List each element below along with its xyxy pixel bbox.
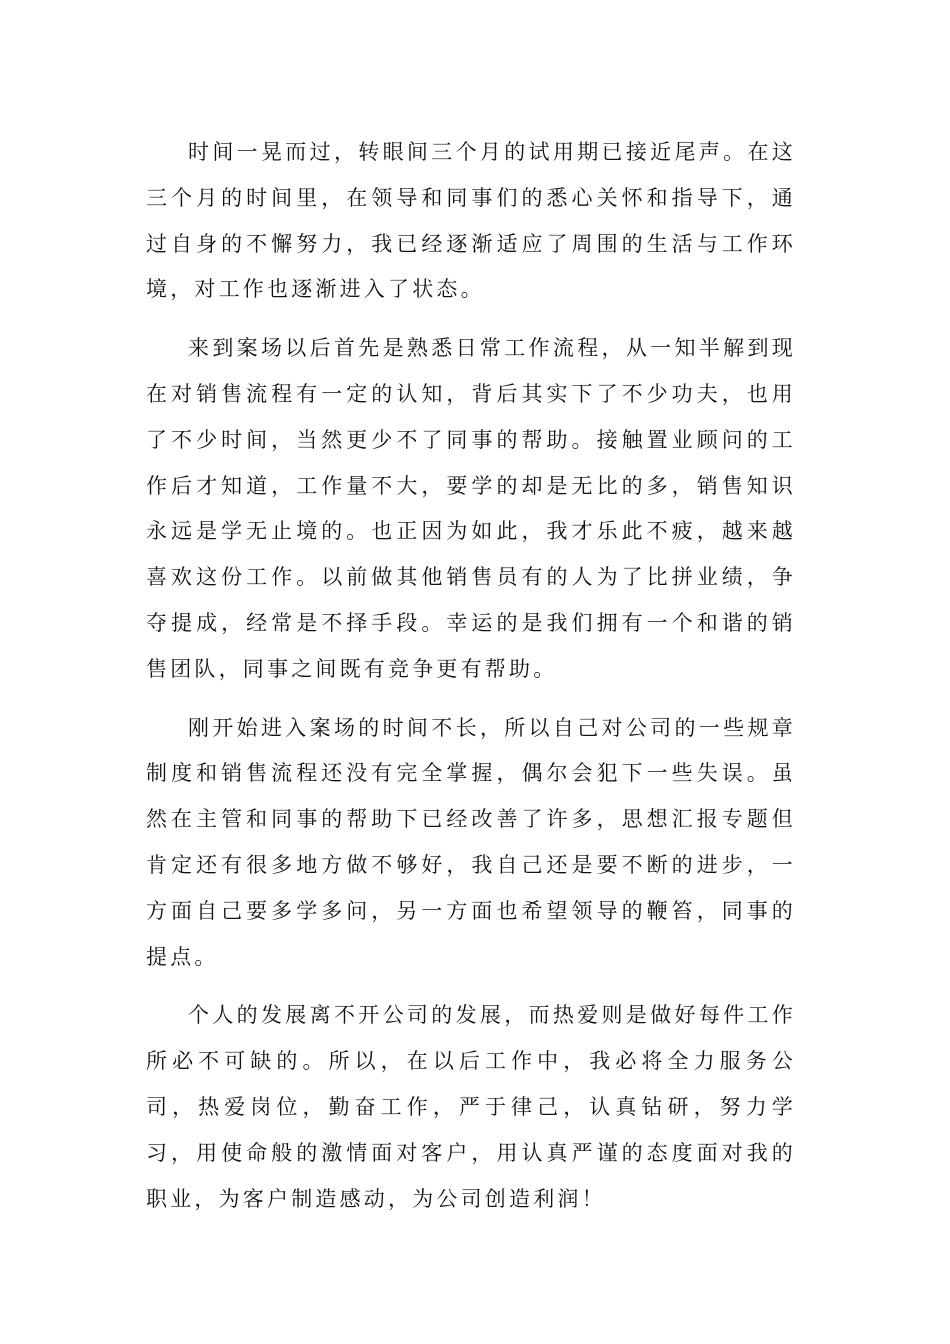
paragraph-1: 时间一晃而过，转眼间三个月的试用期已接近尾声。在这三个月的时间里，在领导和同事们的悉心关怀和指导下，通过自身的不懈努力，我已经逐渐适应了周围的生活与工作环境，对工作也逐渐进入了状态。 xyxy=(146,140,796,302)
document-body xyxy=(146,130,796,1235)
paragraph-3: 刚开始进入案场的时间不长，所以自己对公司的一些规章制度和销售流程还没有完全掌握，偶尔会犯下一些失误。虽然在主管和同事的帮助下已经改善了许多，思想汇报专题但肯定还有很多地方做不够好，我自己还是要不断的进步，一方面自己要多学多问，另一方面也希望领导的鞭笞，同事的提点。 xyxy=(146,715,796,969)
paragraph-2: 来到案场以后首先是熟悉日常工作流程，从一知半解到现在对销售流程有一定的认知，背后其实下了不少功夫，也用了不少时间，当然更少不了同事的帮助。接触置业顾问的工作后才知道，工作量不大，要学的却是无比的多，销售知识永远是学无止境的。也正因为如此，我才乐此不疲，越来越喜欢这份工作。以前做其他销售员有的人为了比拼业绩，争夺提成，经常是不择手段。幸运的是我们拥有一个和谐的销售团队，同事之间既有竞争更有帮助。 xyxy=(146,336,796,681)
paragraph-4: 个人的发展离不开公司的发展，而热爱则是做好每件工作所必不可缺的。所以，在以后工作中，我必将全力服务公司，热爱岗位，勤奋工作，严于律己，认真钻研，努力学习，用使命般的激情面对客户，用认真严谨的态度面对我的职业，为客户制造感动，为公司创造利润！ xyxy=(146,1003,796,1211)
